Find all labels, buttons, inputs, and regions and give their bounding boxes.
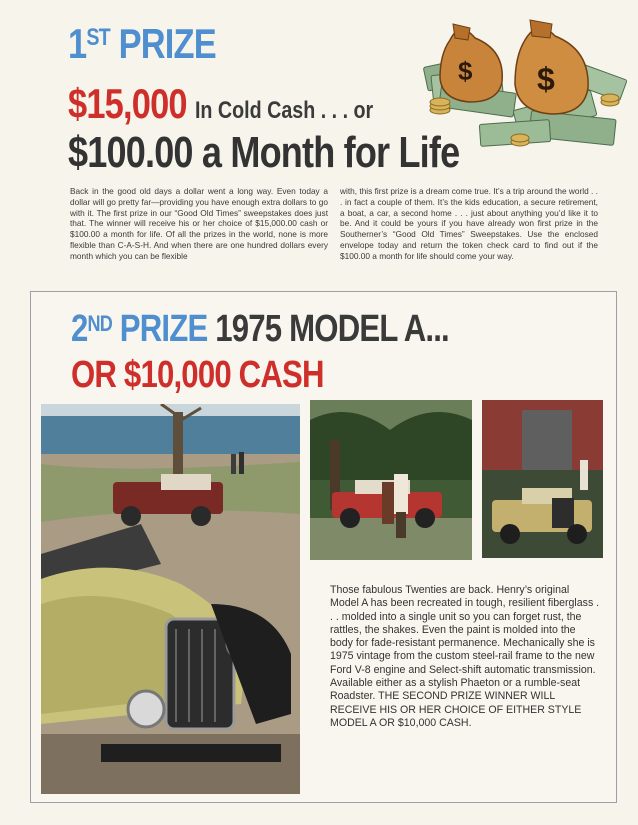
- first-prize-ordinal-suffix: ST: [86, 24, 110, 51]
- second-prize-model: 1975 MODEL A...: [215, 308, 449, 350]
- second-prize-cash: OR $10,000 CASH: [71, 354, 324, 396]
- beach-car-photo: [41, 404, 300, 794]
- svg-text:$: $: [458, 56, 473, 86]
- first-prize-monthly: $100.00 a Month for Life: [68, 128, 460, 177]
- svg-text:$: $: [537, 61, 555, 97]
- second-prize-body: Those fabulous Twenties are back. Henry’s original Model A has been recreated in tough, resilient fiberglass . . . molded into a single unit so you can forget rust, the rattles, the shakes. Even the paint is molded into the body for fade-resistant permanence. Mechanically she is 1975 vintage from the custom steel-rail frame to the new Ford V-8 engine and Select-shift automatic transmission. Available either as a stylish Phaeton or a rumble-seat Roadster. THE SECOND PRIZE WINNER WILL RECEIVE HIS OR HER CHOICE OF EITHER STYLE MODEL A OR $10,000 CASH.: [330, 584, 600, 729]
- second-prize-ordinal-suffix: ND: [87, 311, 112, 336]
- first-prize-heading: [68, 20, 216, 68]
- money-bag-left: [440, 24, 502, 102]
- first-prize-ordinal-number: 1: [68, 20, 87, 67]
- second-prize-heading: [71, 308, 449, 351]
- first-prize-label: PRIZE: [118, 20, 216, 67]
- first-prize-cash-suffix: In Cold Cash . . . or: [194, 97, 374, 124]
- first-prize-body-column-1: Back in the good old days a dollar went a long way. Even today a dollar will go pretty far—providing you have enough extra dollars to go with it. The first prize in our “Good Old Times” sweepstakes does just that. The winner will receive his or her choice of $15,000.00 cash or $100.00 a month for life. Of all the prizes in the world, none is more flexible than C-A-S-H. And when there are one hundred dollars every month which you can be flexible: [70, 186, 328, 261]
- first-prize-body-column-2: with, this first prize is a dream come true. It’s a trip around the world . . . in fact a couple of them. It’s the kids education, a secure retirement, a boat, a car, a second home . . . just about anything you’d like it to be. And it could be yours if you have already won first prize in the Southerner’s “Good Old Times” Sweepstakes. Use the enclosed envelope today and return the token check card to find out if the $100.00 a month for life should come your way.: [340, 186, 598, 261]
- second-prize-label: PRIZE: [119, 308, 208, 350]
- money-bags-illustration: [420, 10, 630, 160]
- second-prize-ordinal-number: 2: [71, 308, 88, 350]
- tree-car-photo: [310, 400, 472, 560]
- second-prize-panel: [30, 291, 617, 803]
- money-bag-right: [515, 20, 588, 114]
- courtyard-car-photo: [482, 400, 603, 558]
- first-prize-amount-line: [68, 80, 373, 128]
- first-prize-cash-amount: $15,000: [68, 80, 187, 127]
